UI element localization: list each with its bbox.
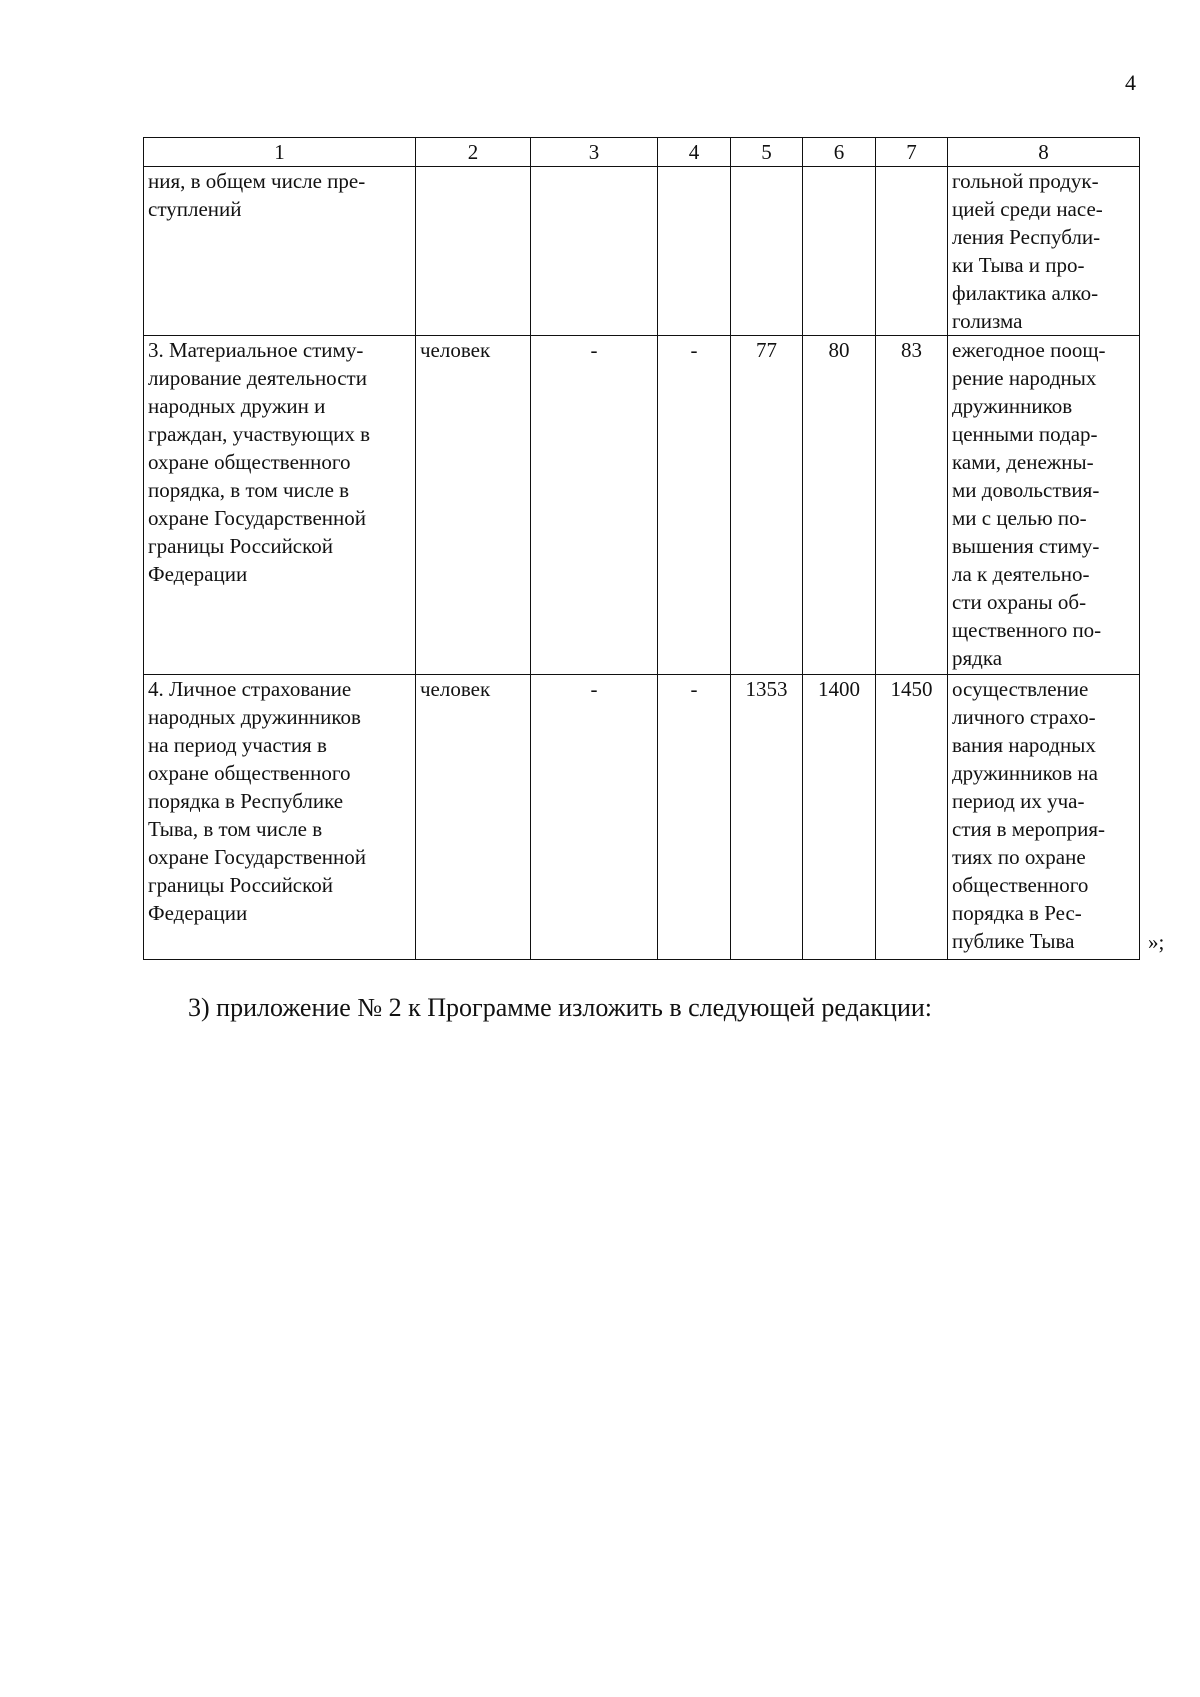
value-cell: 80 xyxy=(803,336,876,675)
value-cell: - xyxy=(531,336,658,675)
description-cell: осуществление личного страхо- вания народных дружинников на период их уча- стия в мероприя- тиях по охране общественного порядка в Рес- публике Тыва xyxy=(948,675,1140,960)
value-cell xyxy=(876,167,948,336)
column-header: 1 xyxy=(144,138,416,167)
column-header: 4 xyxy=(658,138,731,167)
column-header: 5 xyxy=(731,138,803,167)
value-cell: - xyxy=(658,675,731,960)
value-cell: - xyxy=(658,336,731,675)
value-cell xyxy=(658,167,731,336)
column-header: 3 xyxy=(531,138,658,167)
closing-quote: »; xyxy=(1148,930,1165,954)
value-cell: 1400 xyxy=(803,675,876,960)
unit-cell: человек xyxy=(416,336,531,675)
value-cell xyxy=(803,167,876,336)
indicator-name-cell: 4. Личное страхование народных дружинников на период участия в охране общественного порядка в Республике Тыва, в том числе в охране Государственной границы Российской Федерации xyxy=(144,675,416,960)
value-cell: 83 xyxy=(876,336,948,675)
column-header: 2 xyxy=(416,138,531,167)
value-cell: 77 xyxy=(731,336,803,675)
table-row xyxy=(144,167,1140,336)
value-cell: - xyxy=(531,675,658,960)
value-cell xyxy=(731,167,803,336)
description-cell: гольной продук- цией среди насе- ления Республи- ки Тыва и про- филактика алко- голизма xyxy=(948,167,1140,336)
table-header-row xyxy=(144,138,1140,167)
value-cell: 1450 xyxy=(876,675,948,960)
unit-cell xyxy=(416,167,531,336)
page-number: 4 xyxy=(1125,70,1136,95)
unit-cell: человек xyxy=(416,675,531,960)
indicator-name-cell: ния, в общем числе пре- ступлений xyxy=(144,167,416,336)
table-row xyxy=(144,336,1140,675)
indicator-name-cell: 3. Материальное стиму- лирование деятельности народных дружин и граждан, участвующих в охране общественного порядка, в том числе в охране Государственной границы Российской Федерации xyxy=(144,336,416,675)
value-cell: 1353 xyxy=(731,675,803,960)
column-header: 7 xyxy=(876,138,948,167)
column-header: 8 xyxy=(948,138,1140,167)
indicators-table xyxy=(143,137,1140,960)
description-cell: ежегодное поощ- рение народных дружинников ценными подар- ками, денежны- ми довольствия- ми с целью по- вышения стиму- ла к деятельно- сти охраны об- щественного по- рядка xyxy=(948,336,1140,675)
table-row xyxy=(144,675,1140,960)
column-header: 6 xyxy=(803,138,876,167)
value-cell xyxy=(531,167,658,336)
body-paragraph: 3) приложение № 2 к Программе изложить в следующей редакции: xyxy=(188,993,932,1022)
